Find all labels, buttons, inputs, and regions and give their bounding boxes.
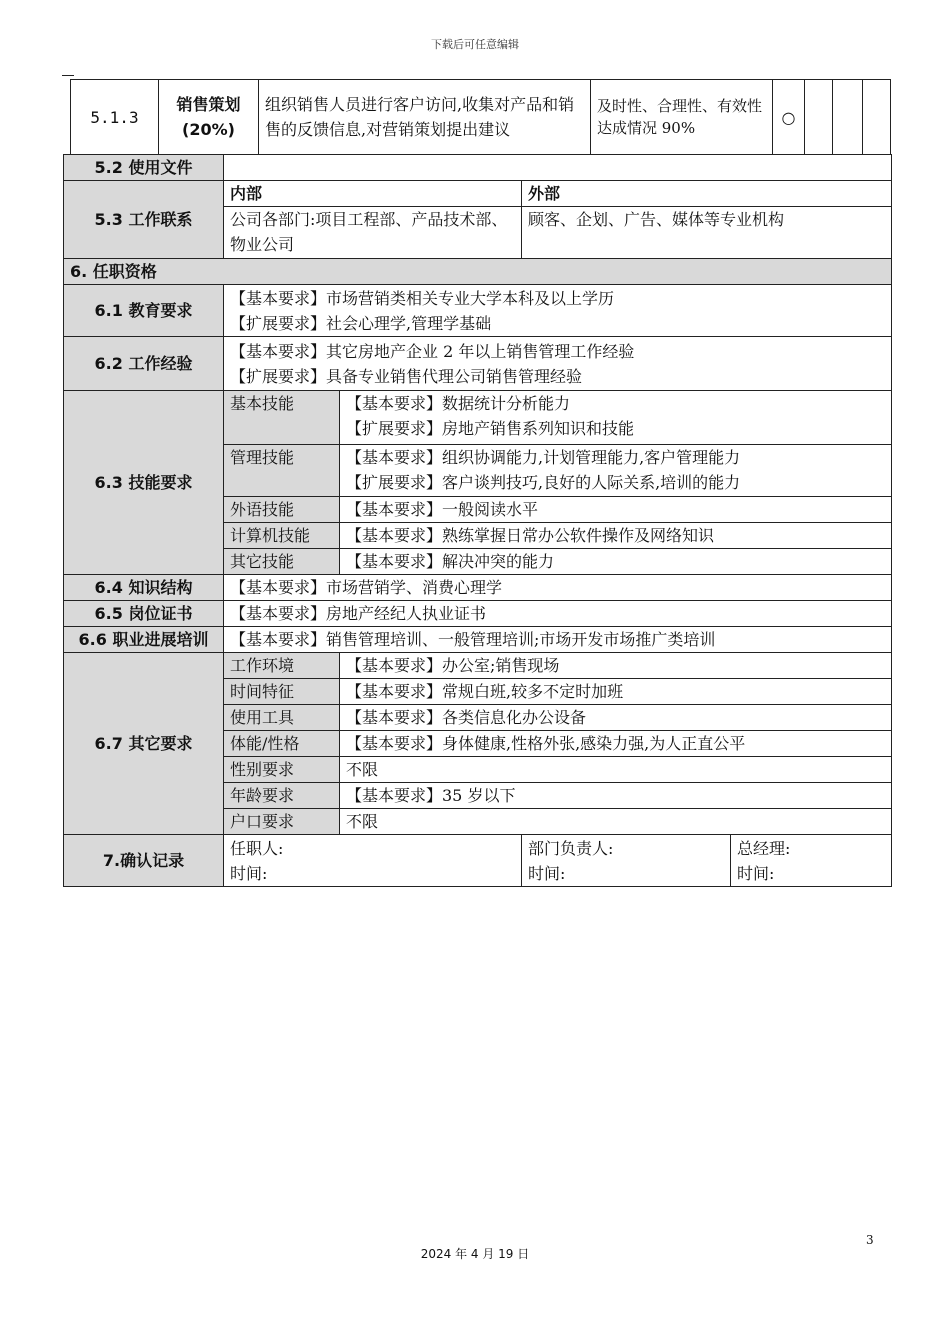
other-req-name: 性别要求 [224, 757, 340, 783]
other-req-value: 【基本要求】各类信息化办公设备 [340, 705, 892, 731]
skill-extended: 【扩展要求】房地产销售系列知识和技能 [346, 419, 635, 438]
education-extended: 【扩展要求】社会心理学,管理学基础 [230, 313, 492, 333]
skill-extended: 【扩展要求】客户谈判技巧,良好的人际关系,培训的能力 [346, 473, 741, 492]
section-6-5-label: 6.5 岗位证书 [64, 601, 224, 627]
empty-cell [805, 80, 833, 155]
skill-name: 其它技能 [224, 549, 340, 575]
section-6-1-label: 6.1 教育要求 [64, 285, 224, 337]
footer-date: 2024 年 4 月 19 日 [420, 1247, 530, 1261]
empty-cell [863, 80, 891, 155]
education-basic: 【基本要求】市场营销类相关专业大学本科及以上学历 [230, 288, 615, 308]
other-req-value: 不限 [340, 809, 892, 835]
holder-label: 任职人: [230, 838, 284, 858]
other-req-name: 工作环境 [224, 653, 340, 679]
duty-name-cell [159, 80, 259, 155]
duty-mark: ○ [773, 80, 805, 155]
skill-name: 基本技能 [224, 391, 340, 445]
other-req-value: 【基本要求】常规白班,较多不定时加班 [340, 679, 892, 705]
education-requirements [224, 285, 892, 337]
other-req-name: 时间特征 [224, 679, 340, 705]
empty-cell [833, 80, 863, 155]
section-5-3-label: 5.3 工作联系 [64, 181, 224, 259]
section-7-label: 7.确认记录 [64, 835, 224, 887]
gm-label: 总经理: [737, 838, 791, 858]
knowledge-structure: 【基本要求】市场营销学、消费心理学 [224, 575, 892, 601]
other-req-value: 【基本要求】办公室;销售现场 [340, 653, 892, 679]
section-6-2-label: 6.2 工作经验 [64, 337, 224, 391]
skill-requirement: 【基本要求】一般阅读水平 [340, 497, 892, 523]
section-6-7-label: 6.7 其它要求 [64, 653, 224, 835]
other-req-name: 户口要求 [224, 809, 340, 835]
experience-extended: 【扩展要求】具备专业销售代理公司销售管理经验 [230, 366, 583, 386]
section-6-4-label: 6.4 知识结构 [64, 575, 224, 601]
section-6-6-label: 6.6 职业进展培训 [64, 627, 224, 653]
duty-description: 组织销售人员进行客户访问,收集对产品和销售的反馈信息,对营销策划提出建议 [259, 80, 591, 155]
signoff-holder [224, 835, 522, 887]
duty-name: 销售策划 [176, 95, 241, 114]
other-req-value: 不限 [340, 757, 892, 783]
other-req-name: 体能/性格 [224, 731, 340, 757]
external-header: 外部 [522, 181, 892, 207]
skill-requirement [340, 445, 892, 497]
duty-number: 5.1.3 [71, 80, 159, 155]
skill-requirement: 【基本要求】解决冲突的能力 [340, 549, 892, 575]
page-header: 下载后可任意编辑 [431, 38, 519, 51]
training: 【基本要求】销售管理培训、一般管理培训;市场开发市场推广类培训 [224, 627, 892, 653]
experience-requirements [224, 337, 892, 391]
dept-head-label: 部门负责人: [528, 838, 614, 858]
duty-weight: (20%) [182, 120, 235, 139]
duties-row-table [70, 79, 891, 155]
skill-requirement: 【基本要求】熟练掌握日常办公软件操作及网络知识 [340, 523, 892, 549]
other-req-name: 使用工具 [224, 705, 340, 731]
skill-requirement [340, 391, 892, 445]
skill-basic: 【基本要求】组织协调能力,计划管理能力,客户管理能力 [346, 448, 741, 467]
other-req-name: 年龄要求 [224, 783, 340, 809]
signoff-gm [731, 835, 892, 887]
page-number: 3 [866, 1233, 874, 1247]
qualification-table [63, 154, 892, 887]
other-req-value: 【基本要求】35 岁以下 [340, 783, 892, 809]
gm-time-label: 时间: [737, 863, 775, 883]
skill-name: 外语技能 [224, 497, 340, 523]
section-5-2-label: 5.2 使用文件 [64, 155, 224, 181]
dept-head-time-label: 时间: [528, 863, 566, 883]
internal-header: 内部 [224, 181, 522, 207]
skill-basic: 【基本要求】数据统计分析能力 [346, 394, 571, 413]
section-6-heading: 6. 任职资格 [64, 259, 892, 285]
duty-criteria: 及时性、合理性、有效性达成情况 90% [591, 80, 773, 155]
holder-time-label: 时间: [230, 863, 268, 883]
skill-name: 计算机技能 [224, 523, 340, 549]
section-5-2-value [224, 155, 892, 181]
section-6-3-label: 6.3 技能要求 [64, 391, 224, 575]
signoff-dept-head [522, 835, 731, 887]
internal-contacts: 公司各部门:项目工程部、产品技术部、物业公司 [224, 207, 522, 259]
other-req-value: 【基本要求】身体健康,性格外张,感染力强,为人正直公平 [340, 731, 892, 757]
certificate: 【基本要求】房地产经纪人执业证书 [224, 601, 892, 627]
experience-basic: 【基本要求】其它房地产企业 2 年以上销售管理工作经验 [230, 341, 635, 361]
margin-mark [62, 75, 74, 76]
external-contacts: 顾客、企划、广告、媒体等专业机构 [522, 207, 892, 259]
skill-name: 管理技能 [224, 445, 340, 497]
